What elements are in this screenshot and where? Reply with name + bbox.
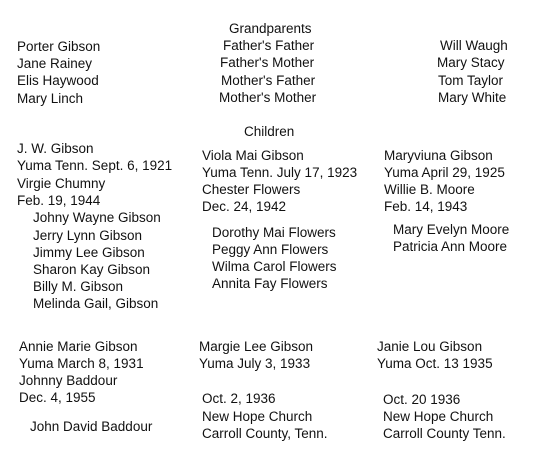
child-name: Viola Mai Gibson xyxy=(202,148,304,163)
burial-place: New Hope Church xyxy=(202,409,313,424)
grandchild-name: Peggy Ann Flowers xyxy=(212,242,329,257)
grandparent-name: Mary Linch xyxy=(17,91,84,106)
grandparent-name: Tom Taylor xyxy=(438,73,504,88)
grandchild-name: John David Baddour xyxy=(30,419,153,434)
grandchild-name: Wilma Carol Flowers xyxy=(212,259,337,274)
relationship-label: Mother's Mother xyxy=(219,90,317,105)
child-name: J. W. Gibson xyxy=(17,141,94,156)
grandchild-name: Johny Wayne Gibson xyxy=(33,210,161,225)
relationship-label: Mother's Father xyxy=(221,73,316,88)
relationship-label: Father's Father xyxy=(223,38,315,53)
grandchild-name: Patricia Ann Moore xyxy=(393,239,508,254)
grandparent-name: Mary Stacy xyxy=(437,55,505,70)
grandchild-name: Billy M. Gibson xyxy=(33,279,124,294)
marriage-date: Feb. 14, 1943 xyxy=(384,199,468,214)
marriage-date: Dec. 24, 1942 xyxy=(202,199,287,214)
burial-county: Carroll County Tenn. xyxy=(383,426,506,441)
relationship-label: Father's Mother xyxy=(220,55,315,70)
grandparent-name: Porter Gibson xyxy=(17,39,101,54)
child-name: Annie Marie Gibson xyxy=(19,339,138,354)
grandchild-name: Mary Evelyn Moore xyxy=(393,222,510,237)
spouse-name: Johnny Baddour xyxy=(19,373,118,388)
grandparent-name: Jane Rainey xyxy=(17,56,93,71)
children-heading: Children xyxy=(244,124,295,139)
grandchild-name: Melinda Gail, Gibson xyxy=(33,296,159,311)
child-name: Janie Lou Gibson xyxy=(377,339,483,354)
burial-county: Carroll County, Tenn. xyxy=(202,426,328,441)
death-date: Oct. 20 1936 xyxy=(383,392,461,407)
birth-info: Yuma Tenn. July 17, 1923 xyxy=(202,165,358,180)
grandchild-name: Jerry Lynn Gibson xyxy=(33,228,143,243)
child-name: Margie Lee Gibson xyxy=(199,339,314,354)
birth-info: Yuma March 8, 1931 xyxy=(19,356,144,371)
burial-place: New Hope Church xyxy=(383,409,494,424)
grandparents-heading: Grandparents xyxy=(229,21,312,36)
marriage-date: Feb. 19, 1944 xyxy=(17,193,101,208)
grandchild-name: Annita Fay Flowers xyxy=(212,276,328,291)
grandchild-name: Dorothy Mai Flowers xyxy=(212,225,336,240)
grandparent-name: Elis Haywood xyxy=(17,73,99,88)
grandparent-name: Mary White xyxy=(438,90,507,105)
death-date: Oct. 2, 1936 xyxy=(202,391,276,406)
grandparent-name: Will Waugh xyxy=(440,38,508,53)
grandchild-name: Sharon Kay Gibson xyxy=(33,262,151,277)
spouse-name: Chester Flowers xyxy=(202,182,301,197)
birth-info: Yuma Tenn. Sept. 6, 1921 xyxy=(17,158,173,173)
grandchild-name: Jimmy Lee Gibson xyxy=(33,245,145,260)
child-name: Maryviuna Gibson xyxy=(384,148,493,163)
marriage-date: Dec. 4, 1955 xyxy=(19,390,96,405)
birth-info: Yuma Oct. 13 1935 xyxy=(377,356,493,371)
spouse-name: Willie B. Moore xyxy=(384,182,475,197)
birth-info: Yuma April 29, 1925 xyxy=(384,165,505,180)
spouse-name: Virgie Chumny xyxy=(17,176,106,191)
birth-info: Yuma July 3, 1933 xyxy=(199,356,311,371)
